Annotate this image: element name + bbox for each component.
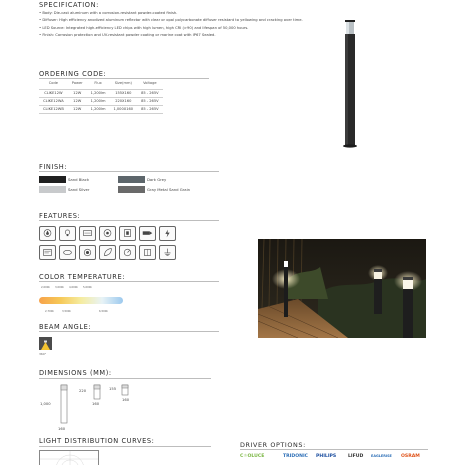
finish-title: FINISH: (39, 163, 68, 171)
driver-options-rule (240, 449, 428, 450)
lumen-icon (59, 226, 76, 241)
finish-label: Sand Silver (68, 187, 90, 192)
logo-lifud: LIFUD (348, 454, 364, 459)
col-header: Flux (94, 80, 102, 85)
table-row (39, 105, 163, 113)
dim-width-2: 160 (92, 402, 100, 406)
ct-top-label: 2,000k (41, 286, 50, 289)
dim-height-3: 155 (109, 387, 117, 391)
col-header: Power (71, 80, 83, 85)
spec-bullet: • LED Source: Integrated high-efficiency LED chips with high lumen, high CRI (>90) and lifespan of 50,000 hours. (39, 25, 249, 30)
color-temperature-bar (39, 297, 123, 304)
cert-icon (39, 245, 56, 260)
finish-swatch-sand-silver (39, 186, 66, 193)
cell: CLIKE12WB (39, 105, 68, 113)
cell: 1,200lm (87, 97, 110, 105)
dimming-icon (119, 245, 136, 260)
spec-bullet: • Diffuser: High efficiency anodized aluminum reflector with clear or opal polycarbonate diffuser resistant to yellowing and cracking over time. (39, 18, 303, 23)
finish-label: Sand Black (68, 177, 90, 182)
color-temperature-rule (39, 281, 219, 282)
col-header: Code (48, 80, 58, 85)
grounding-icon (159, 245, 176, 260)
dim-height-2: 220 (79, 389, 87, 393)
cell: 220X160 (109, 97, 137, 105)
specification-title: SPECIFICATION: (39, 1, 99, 9)
dim-width-3: 160 (122, 398, 130, 402)
cell: 12W (68, 97, 87, 105)
finish-swatch-gray-metal (118, 186, 145, 193)
cell: 155X160 (109, 89, 137, 97)
logo-philips: PHILIPS (316, 454, 337, 459)
driver-options-title: DRIVER OPTIONS: (240, 441, 306, 449)
finish-label: Gray Metal Sand Grain (147, 187, 191, 192)
beam-angle-icon (39, 337, 52, 350)
cell: 12W (68, 105, 87, 113)
dimension-drawing-short (120, 384, 130, 396)
dimensions-rule (39, 378, 211, 379)
logo-eaglerise: EAGLERISE (371, 454, 392, 458)
dim-height-1: 1,000 (40, 402, 51, 406)
finish-swatch-dark-grey (118, 176, 145, 183)
warranty-icon (79, 245, 96, 260)
beam-angle-label: 360° (39, 352, 47, 356)
logo-osram: OSRAM (401, 454, 420, 459)
beam-angle-rule (39, 331, 219, 332)
table-row (39, 97, 163, 105)
light-distribution-rule (39, 446, 211, 447)
dim-width-1: 160 (58, 427, 66, 431)
features-rule (39, 220, 219, 221)
light-distribution-title: LIGHT DISTRIBUTION CURVES: (39, 437, 155, 445)
lens-icon (59, 245, 76, 260)
col-header: Size(mm) (114, 80, 132, 85)
bollard-product-image (342, 20, 358, 148)
cell: 12W (68, 89, 87, 97)
ordering-rule (39, 78, 209, 79)
ordering-table (39, 80, 163, 114)
logo-cooluce: C☼OLUCE (240, 454, 265, 459)
cell: 1,000X160 (109, 105, 137, 113)
dimensions-title: DIMENSIONS (MM): (39, 369, 112, 377)
spec-bullet: • Finish: Corrosion protection and UV-resistant powder coating or marine coat with IP67 Sealed. (39, 33, 216, 38)
installation-photo (258, 239, 426, 338)
ct-bottom-label: 6,500k (99, 310, 108, 313)
beam-icon (99, 226, 116, 241)
cell: 1,200lm (87, 105, 110, 113)
cell: 85 - 265V (137, 89, 162, 97)
lifespan-icon (139, 245, 156, 260)
cell: CLIKE12WA (39, 97, 68, 105)
color-temperature-title: COLOR TEMPERATURE: (39, 273, 126, 281)
ct-bottom-label: 2,700k (45, 310, 54, 313)
ct-top-label: 3,000k (55, 286, 64, 289)
specification-bullets (39, 11, 339, 41)
cell: 85 - 265V (137, 97, 162, 105)
energy-class-icon (139, 226, 156, 241)
table-row (39, 89, 163, 97)
light-distribution-curve (39, 450, 99, 465)
die-cast-icon (119, 226, 136, 241)
ip67-icon (39, 226, 56, 241)
features-title: FEATURES: (39, 212, 81, 220)
ordering-title: ORDERING CODE: (39, 70, 107, 78)
table-header-row (39, 80, 163, 89)
dimension-drawing-tall (58, 384, 70, 424)
spec-bullet: • Body: Die-cast aluminum with a corrosion-resistant powder-coated finish. (39, 11, 178, 15)
cell: CLIKE12W (39, 89, 68, 97)
finish-label: Dark Grey (147, 177, 167, 182)
ct-top-label: 5,000k (83, 286, 92, 289)
logo-tridonic: TRIDONIC (283, 454, 309, 459)
ct-bottom-label: 3,500k (62, 310, 71, 313)
cell: 1,200lm (87, 89, 110, 97)
voltage-icon (159, 226, 176, 241)
ct-top-label: 4,000k (69, 286, 78, 289)
beam-angle-title: BEAM ANGLE: (39, 323, 92, 331)
dimension-drawing-medium (92, 384, 102, 400)
finish-rule (39, 171, 219, 172)
cell: 85 - 265V (137, 105, 162, 113)
cri-icon (79, 226, 96, 241)
finish-swatch-sand-black (39, 176, 66, 183)
col-header: Voltage (143, 80, 157, 85)
eco-icon (99, 245, 116, 260)
